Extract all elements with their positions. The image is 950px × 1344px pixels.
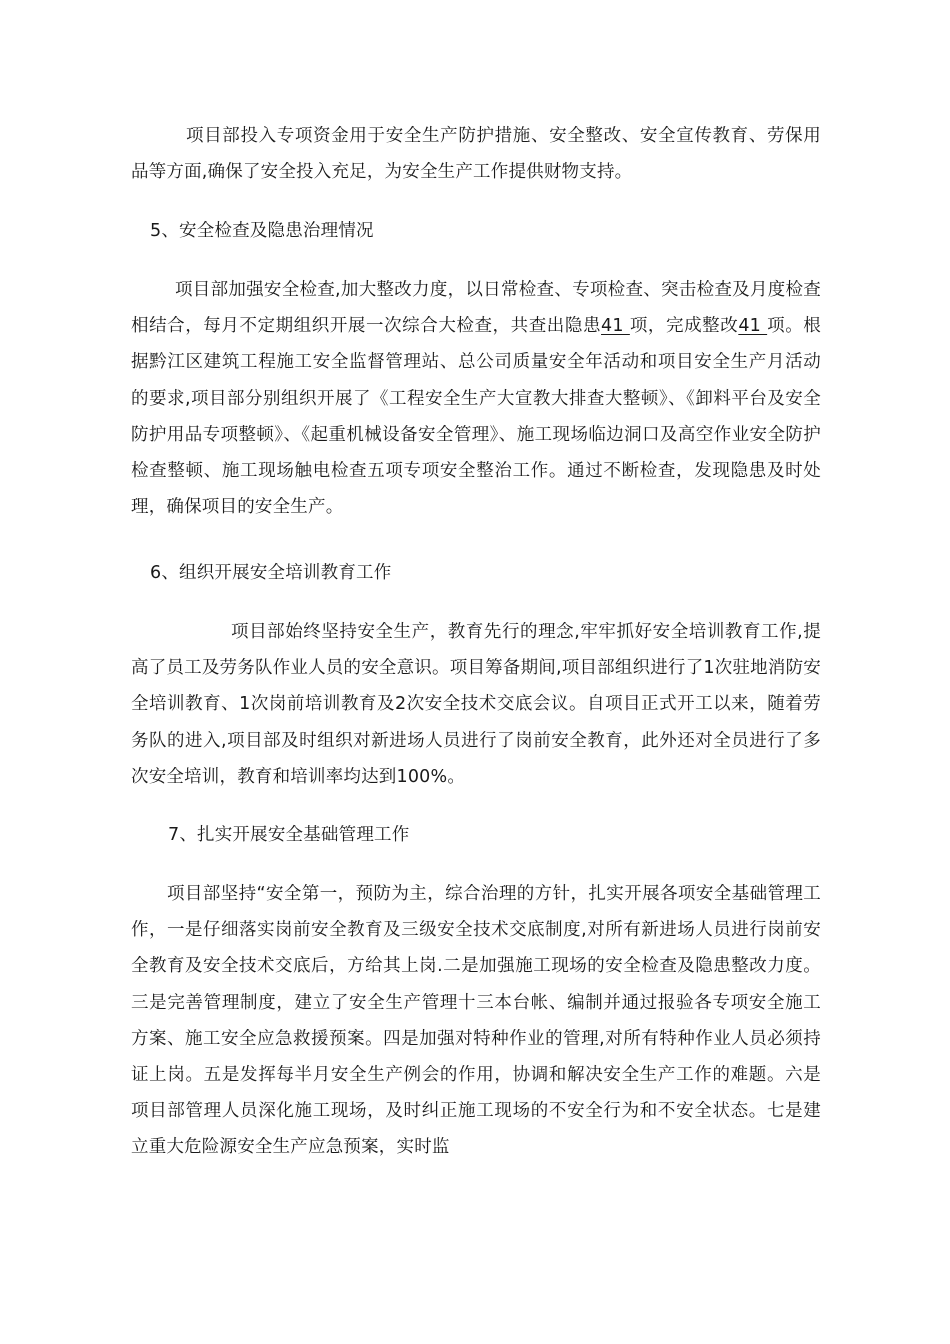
- section-6-paragraph: 项目部始终坚持安全生产，教育先行的理念,牢牢抓好安全培训教育工作,提高了员工及劳务队作业人员的安全意识。项目筹备期间,项目部组织进行了1次驻地消防安全培训教育、1次岗前培训教育及2次安全技术交底会议。自项目正式开工以来，随着劳务队的进入,项目部及时组织对新进场人员进行了岗前安全教育，此外还对全员进行了多次安全培训，教育和培训率均达到100%。: [131, 622, 821, 787]
- section-5-text-part1: 项目部加强安全检查,加大整改力度，以日常检查、专项检查、突击检查及月度检查相结合，每月不定期组织开展一次综合大检查，共查出隐患: [131, 280, 821, 337]
- hazards-found-count: 41: [601, 316, 630, 337]
- investment-paragraph: 项目部投入专项资金用于安全生产防护措施、安全整改、安全宣传教育、劳保用品等方面,确保了安全投入充足，为安全生产工作提供财物支持。: [131, 126, 821, 183]
- section-5-heading: 5、安全检查及隐患治理情况: [150, 221, 374, 241]
- section-7-paragraph: 项目部坚持“安全第一，预防为主，综合治理的方针，扎实开展各项安全基础管理工作，一是仔细落实岗前安全教育及三级安全技术交底制度,对所有新进场人员进行岗前安全教育及安全技术交底后，方给其上岗.二是加强施工现场的安全检查及隐患整改力度。三是完善管理制度，建立了安全生产管理十三本台帐、编制并通过报验各专项安全施工方案、施工安全应急救援预案。四是加强对特种作业的管理,对所有特种作业人员必须持证上岗。五是发挥每半月安全生产例会的作用，协调和解决安全生产工作的难题。六是项目部管理人员深化施工现场，及时纠正施工现场的不安全行为和不安全状态。七是建立重大危险源安全生产应急预案，实时监: [131, 884, 821, 1158]
- section-5-text-part2: 项，完成整改: [629, 316, 739, 337]
- hazards-fixed-count: 41: [738, 316, 768, 337]
- section-7-heading: 7、扎实开展安全基础管理工作: [168, 825, 410, 845]
- section-5-text-part3: 项。根据黔江区建筑工程施工安全监督管理站、总公司质量安全年活动和项目安全生产月活动的要求,项目部分别组织开展了《工程安全生产大宣教大排查大整顿》、《卸料平台及安全防护用品专项整顿》、《起重机械设备安全管理》、施工现场临边洞口及高空作业安全防护检查整顿、施工现场触电检查五项专项安全整治工作。通过不断检查，发现隐患及时处理，确保项目的安全生产。: [131, 316, 821, 518]
- section-5-paragraph: [131, 272, 821, 525]
- section-6-heading: 6、组织开展安全培训教育工作: [150, 563, 392, 583]
